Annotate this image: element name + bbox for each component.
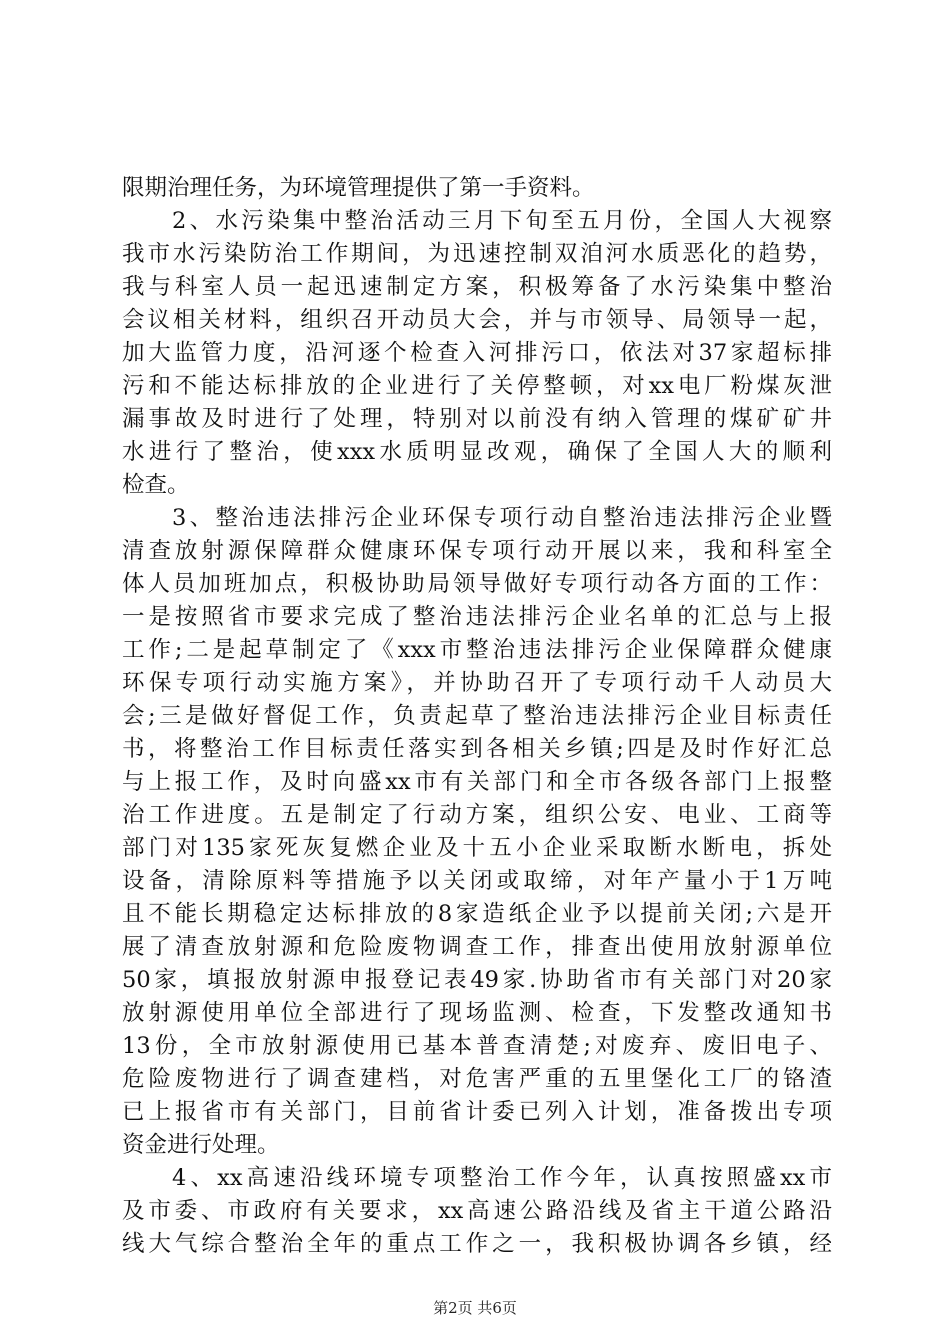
text-line: 我市水污染防治工作期间，为迅速控制双洎河水质恶化的趋势， bbox=[122, 241, 832, 267]
page-number-footer: 第2页 共6页 bbox=[433, 1299, 517, 1317]
text-line: 限期治理任务，为环境管理提供了第一手资料。 bbox=[122, 175, 595, 201]
text-line: 漏事故及时进行了处理，特别对以前没有纳入管理的煤矿矿井 bbox=[122, 406, 832, 432]
text-line: 4、xx高速沿线环境专项整治工作今年，认真按照盛xx市 bbox=[172, 1165, 832, 1191]
text-line: 且不能长期稳定达标排放的8家造纸企业予以提前关闭;六是开 bbox=[122, 901, 832, 927]
text-line: 环保专项行动实施方案》，并协助召开了专项行动千人动员大 bbox=[122, 670, 832, 696]
text-line: 放射源使用单位全部进行了现场监测、检查，下发整改通知书 bbox=[122, 1000, 832, 1026]
text-line: 线大气综合整治全年的重点工作之一，我积极协调各乡镇，经 bbox=[122, 1231, 832, 1257]
text-line: 设备，清除原料等措施予以关闭或取缔，对年产量小于1万吨 bbox=[122, 868, 832, 894]
text-line: 会;三是做好督促工作，负责起草了整治违法排污企业目标责任 bbox=[122, 703, 832, 729]
text-line: 水进行了整治，使xxx水质明显改观，确保了全国人大的顺利 bbox=[122, 439, 832, 465]
text-line: 工作;二是起草制定了《xxx市整治违法排污企业保障群众健康 bbox=[122, 637, 832, 663]
text-line: 体人员加班加点，积极协助局领导做好专项行动各方面的工作： bbox=[122, 571, 832, 597]
text-line: 治工作进度。五是制定了行动方案，组织公安、电业、工商等 bbox=[122, 802, 832, 828]
text-line: 危险废物进行了调查建档，对危害严重的五里堡化工厂的铬渣 bbox=[122, 1066, 832, 1092]
text-line: 及市委、市政府有关要求，xx高速公路沿线及省主干道公路沿 bbox=[122, 1198, 832, 1224]
text-line: 13份，全市放射源使用已基本普查清楚;对废弃、废旧电子、 bbox=[122, 1033, 832, 1059]
text-line: 检查。 bbox=[122, 472, 190, 498]
text-line: 污和不能达标排放的企业进行了关停整顿，对xx电厂粉煤灰泄 bbox=[122, 373, 832, 399]
text-line: 清查放射源保障群众健康环保专项行动开展以来，我和科室全 bbox=[122, 538, 832, 564]
text-line: 已上报省市有关部门，目前省计委已列入计划，准备拨出专项 bbox=[122, 1099, 832, 1125]
text-line: 资金进行处理。 bbox=[122, 1132, 280, 1158]
text-line: 我与科室人员一起迅速制定方案，积极筹备了水污染集中整治 bbox=[122, 274, 832, 300]
text-line: 50家，填报放射源申报登记表49家.协助省市有关部门对20家 bbox=[122, 967, 832, 993]
text-line: 展了清查放射源和危险废物调查工作，排查出使用放射源单位 bbox=[122, 934, 832, 960]
text-line: 会议相关材料，组织召开动员大会，并与市领导、局领导一起， bbox=[122, 307, 832, 333]
text-line: 加大监管力度，沿河逐个检查入河排污口，依法对37家超标排 bbox=[122, 340, 832, 366]
text-line: 2、水污染集中整治活动三月下旬至五月份，全国人大视察 bbox=[172, 208, 832, 234]
text-line: 与上报工作，及时向盛xx市有关部门和全市各级各部门上报整 bbox=[122, 769, 832, 795]
text-line: 书，将整治工作目标责任落实到各相关乡镇;四是及时作好汇总 bbox=[122, 736, 832, 762]
text-line: 一是按照省市要求完成了整治违法排污企业名单的汇总与上报 bbox=[122, 604, 832, 630]
document-body bbox=[122, 172, 832, 1261]
text-line: 部门对135家死灰复燃企业及十五小企业采取断水断电，拆处 bbox=[122, 835, 832, 861]
text-line: 3、整治违法排污企业环保专项行动自整治违法排污企业暨 bbox=[172, 505, 832, 531]
